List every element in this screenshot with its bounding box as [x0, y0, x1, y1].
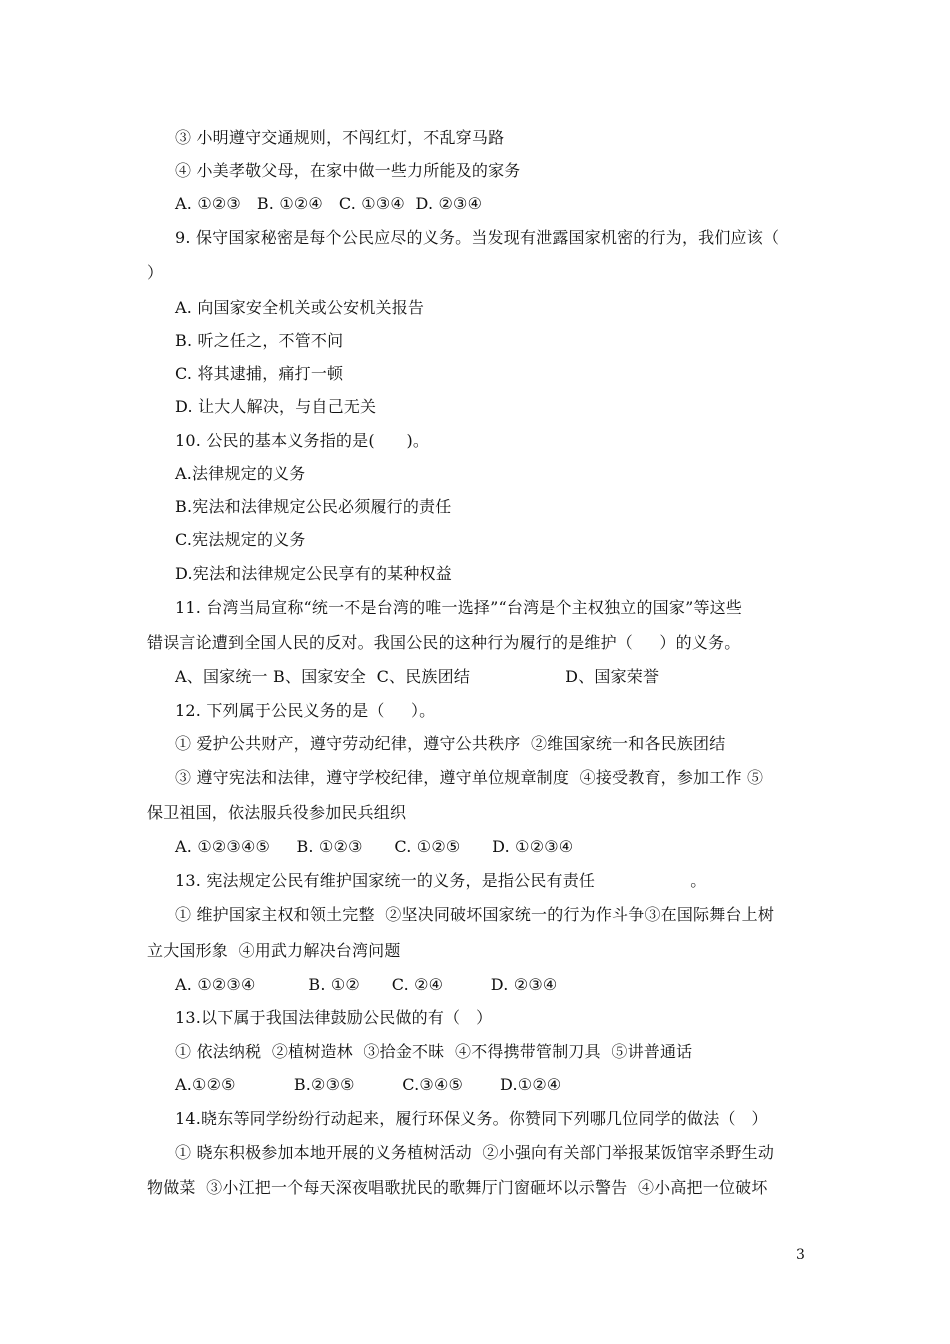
question-11-options: A、国家统一 B、国家安全 C、民族团结 D、国家荣誉 [175, 667, 660, 686]
option-c: C.宪法规定的义务 [175, 530, 306, 549]
text-line: ① 依法纳税 ②植树造林 ③拾金不昧 ④不得携带管制刀具 ⑤讲普通话 [175, 1042, 693, 1061]
text-line: ③ 小明遵守交通规则，不闯红灯，不乱穿马路 [175, 128, 505, 147]
text-line: 错误言论遭到全国人民的反对。我国公民的这种行为履行的是维护（ ）的义务。 [147, 633, 741, 652]
question-11-stem: 11. 台湾当局宣称“统一不是台湾的唯一选择”“台湾是个主权独立的国家”等这些 [175, 598, 743, 617]
text-line: 物做菜 ③小江把一个每天深夜唱歌扰民的歌舞厅门窗砸坏以示警告 ④小高把一位破坏 [147, 1178, 768, 1197]
option-b: B.宪法和法律规定公民必须履行的责任 [175, 497, 452, 516]
question-10-stem: 10. 公民的基本义务指的是( )。 [175, 431, 430, 450]
option-d: D.宪法和法律规定公民享有的某种权益 [175, 564, 452, 583]
option-c: C. 将其逮捕，痛打一顿 [175, 364, 344, 383]
text-line: ① 维护国家主权和领土完整 ②坚决同破坏国家统一的行为作斗争③在国际舞台上树 [175, 905, 775, 924]
text-line: 立大国形象 ④用武力解决台湾问题 [147, 941, 401, 960]
page-number: 3 [796, 1247, 805, 1263]
text-line: ① 爱护公共财产，遵守劳动纪律，遵守公共秩序 ②维国家统一和各民族团结 [175, 734, 726, 753]
question-13b-stem: 13.以下属于我国法律鼓励公民做的有（ ） [175, 1008, 493, 1027]
question-13-options: A. ①②③④ B. ①② C. ②④ D. ②③④ [175, 975, 558, 994]
question-14-stem: 14.晓东等同学纷纷行动起来，履行环保义务。你赞同下列哪几位同学的做法（ ） [175, 1109, 768, 1128]
text-line: A. ①②③ B. ①②④ C. ①③④ D. ②③④ [175, 194, 483, 213]
option-a: A.法律规定的义务 [175, 464, 306, 483]
question-13b-options: A.①②⑤ B.②③⑤ C.③④⑤ D.①②④ [175, 1075, 562, 1094]
text-line: ） [147, 263, 164, 282]
question-9-stem: 9. 保守国家秘密是每个公民应尽的义务。当发现有泄露国家机密的行为，我们应该（ [175, 228, 780, 247]
text-line: ③ 遵守宪法和法律，遵守学校纪律，遵守单位规章制度 ④接受教育，参加工作 ⑤ [175, 768, 764, 787]
question-12-stem: 12. 下列属于公民义务的是（ ）。 [175, 701, 436, 720]
text-line: ④ 小美孝敬父母，在家中做一些力所能及的家务 [175, 161, 521, 180]
question-12-options: A. ①②③④⑤ B. ①②③ C. ①②⑤ D. ①②③④ [175, 837, 574, 856]
option-a: A. 向国家安全机关或公安机关报告 [175, 298, 425, 317]
text-line: ① 晓东积极参加本地开展的义务植树活动 ②小强向有关部门举报某饭馆宰杀野生动 [175, 1143, 775, 1162]
question-13-stem: 13. 宪法规定公民有维护国家统一的义务，是指公民有责任 。 [175, 871, 707, 890]
text-line: 保卫祖国，依法服兵役参加民兵组织 [147, 803, 407, 822]
option-b: B. 听之任之，不管不问 [175, 331, 344, 350]
option-d: D. 让大人解决，与自己无关 [175, 397, 377, 416]
